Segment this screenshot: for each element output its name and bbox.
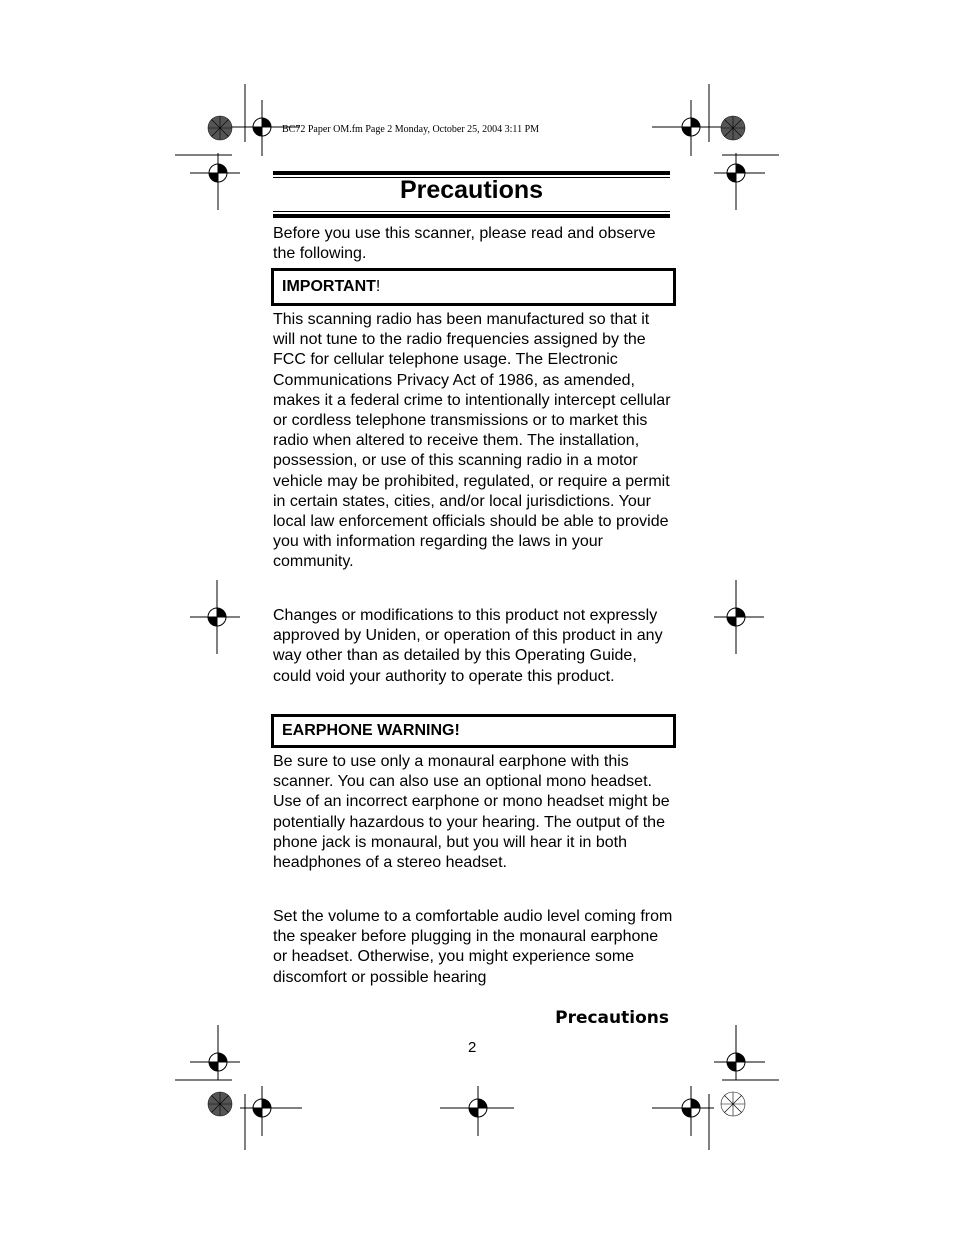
volume-paragraph [273,907,673,988]
fcc-notice-text: This scanning radio has been manufactured so that it will not tune to the radio frequencies assigned by the FCC for cellular telephone usage. The Electronic Communications Privacy Act of 1986, as amended, makes it a federal crime to intentionally intercept cellular or cordless telephone transmissions or to market this radio when altered to receive them. The installation, possession, or use of this scanning radio in a motor vehicle may be prohibited, regulated, or require a permit in certain states, cities, and/or local jurisdictions. Your local law enforcement officials should be able to provide you with information regarding the laws in your community. [273,311,671,571]
modification-notice-text: Changes or modifications to this product not expressly approved by Uniden, or operation of this product in any way other than as detailed by this Operating Guide, could void your authority to operate this product. [273,607,663,685]
intro-paragraph [273,224,673,264]
intro-text: Before you use this scanner, please read and observe the following. [273,225,656,263]
volume-warning-text: Set the volume to a comfortable audio level coming from the speaker before plugging in the monaural earphone or headset. Otherwise, you might experience some discomfort or possible hearing [273,908,673,986]
important-notice-box [271,268,676,306]
earphone-warning-box [271,714,676,748]
section-title: Precautions [399,176,544,204]
earphone-warning-text: Be sure to use only a monaural earphone with this scanner. You can also use an optional mono headset. Use of an incorrect earphone or mono headset might be potentially hazardous to your hearing. The output of the phone jack is monaural, but you will hear it in both headphones of a stereo headset. [273,753,670,872]
file-info-header: BC72 Paper OM.fm Page 2 Monday, October 25, 2004 3:11 PM [282,124,540,135]
modification-paragraph [273,606,673,687]
title-bottom-rule-thin [273,211,670,212]
page-number: 2 [468,1039,477,1056]
footer-section-title: Precautions [555,1008,669,1028]
important-label-suffix: ! [375,278,381,295]
important-label: IMPORTANT [282,278,376,295]
important-paragraph [273,310,673,573]
earphone-warning-label: EARPHONE WARNING! [282,722,460,739]
earphone-paragraph [273,752,673,873]
title-bottom-rule-thick [273,214,670,218]
title-top-rule-thick [273,171,670,175]
